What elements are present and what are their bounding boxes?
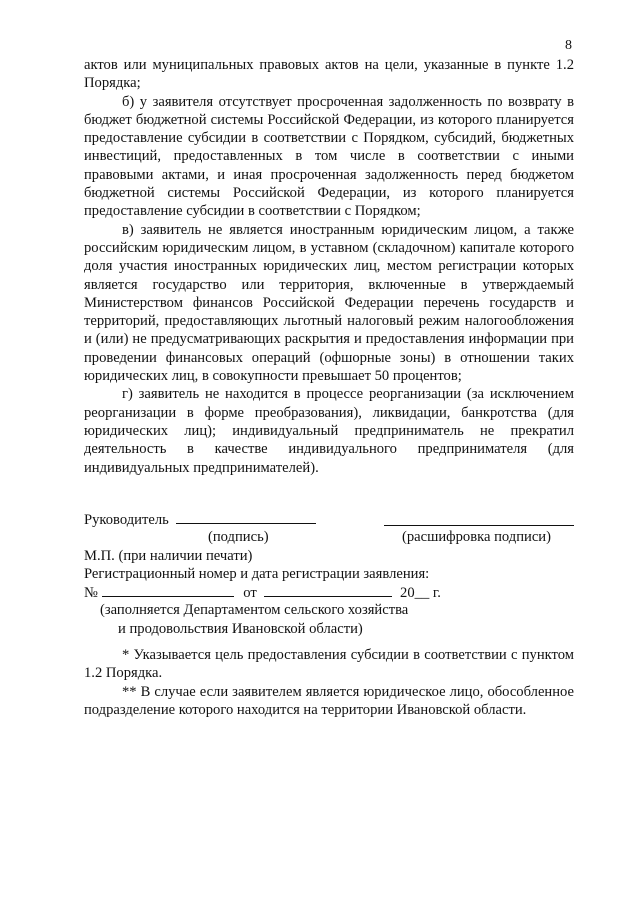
head-label: Руководитель [84,512,169,528]
dept-note-line1: (заполняется Департаментом сельского хозяйства [100,602,409,619]
signature-line [176,510,316,524]
paragraph-continuation: актов или муниципальных правовых актов на цели, указанные в пункте 1.2 Порядка; [84,57,574,92]
stamp-text: М.П. (при наличии печати) [84,547,253,564]
footnote-1: * Указывается цель предоставления субсидии в соответствии с пунктом 1.2 Порядка. [84,647,574,682]
paragraph-g: г) заявитель не находится в процессе реорганизации (за исключением реорганизации в форме преобразования), ликвидации, банкротства (для юридических лиц); индивидуальный предприниматель не прекратил деятельность в качестве индивидуального предпринимателя (для индивидуальных предпринимателей). [84,386,574,476]
footnote-2: ** В случае если заявителем является юридическое лицо, обособленное подразделение которого находится на территории Ивановской области. [84,683,574,718]
registration-row [84,583,576,601]
signature-caption: (подпись) [208,529,269,546]
decoding-line [384,512,574,526]
footnotes [84,646,574,719]
signature-block [84,510,576,638]
registration-label: Регистрационный номер и дата регистрации заявления: [84,565,430,582]
reg-number-line [102,583,234,597]
from-word: от [243,585,257,602]
page-number: 8 [565,38,572,53]
dept-note-line2: и продовольствия Ивановской области) [118,620,363,637]
decoding-caption: (расшифровка подписи) [402,529,551,546]
paragraph-b: б) у заявителя отсутствует просроченная задолженность по возврату в бюджет бюджетной системы Российской Федерации, из которого планируется предоставление субсидии в соответствии с Порядком, субсидий, бюджетных инвестиций, предоставленных в том числе в соответствии с иными правовыми актами, и иная просроченная задолженность перед бюджетом бюджетной системы Российской Федерации, из которого планируется предоставление субсидии в соответствии с Порядком; [84,93,574,220]
caption-row [84,528,576,546]
paragraph-v: в) заявитель не является иностранным юридическим лицом, а также российским юридическим лицом, в уставном (складочном) капитале которого доля участия иностранных юридических лиц, местом регистрации которых является государство или территория, включенные в утверждаемый Министерством финансов Российской Федерации перечень государств и территорий, предоставляющих льготный налоговый режим налогообложения и (или) не предусматривающих раскрытия и предоставления информации при проведении финансовых операций (офшорные зоны) в отношении таких юридических лиц, в совокупности превышает 50 процентов; [84,221,574,385]
year-text: 20__ г. [400,585,441,602]
reg-date-line [264,583,392,597]
document-body [84,56,574,477]
signature-row [84,510,576,528]
number-sign: № [84,585,98,602]
